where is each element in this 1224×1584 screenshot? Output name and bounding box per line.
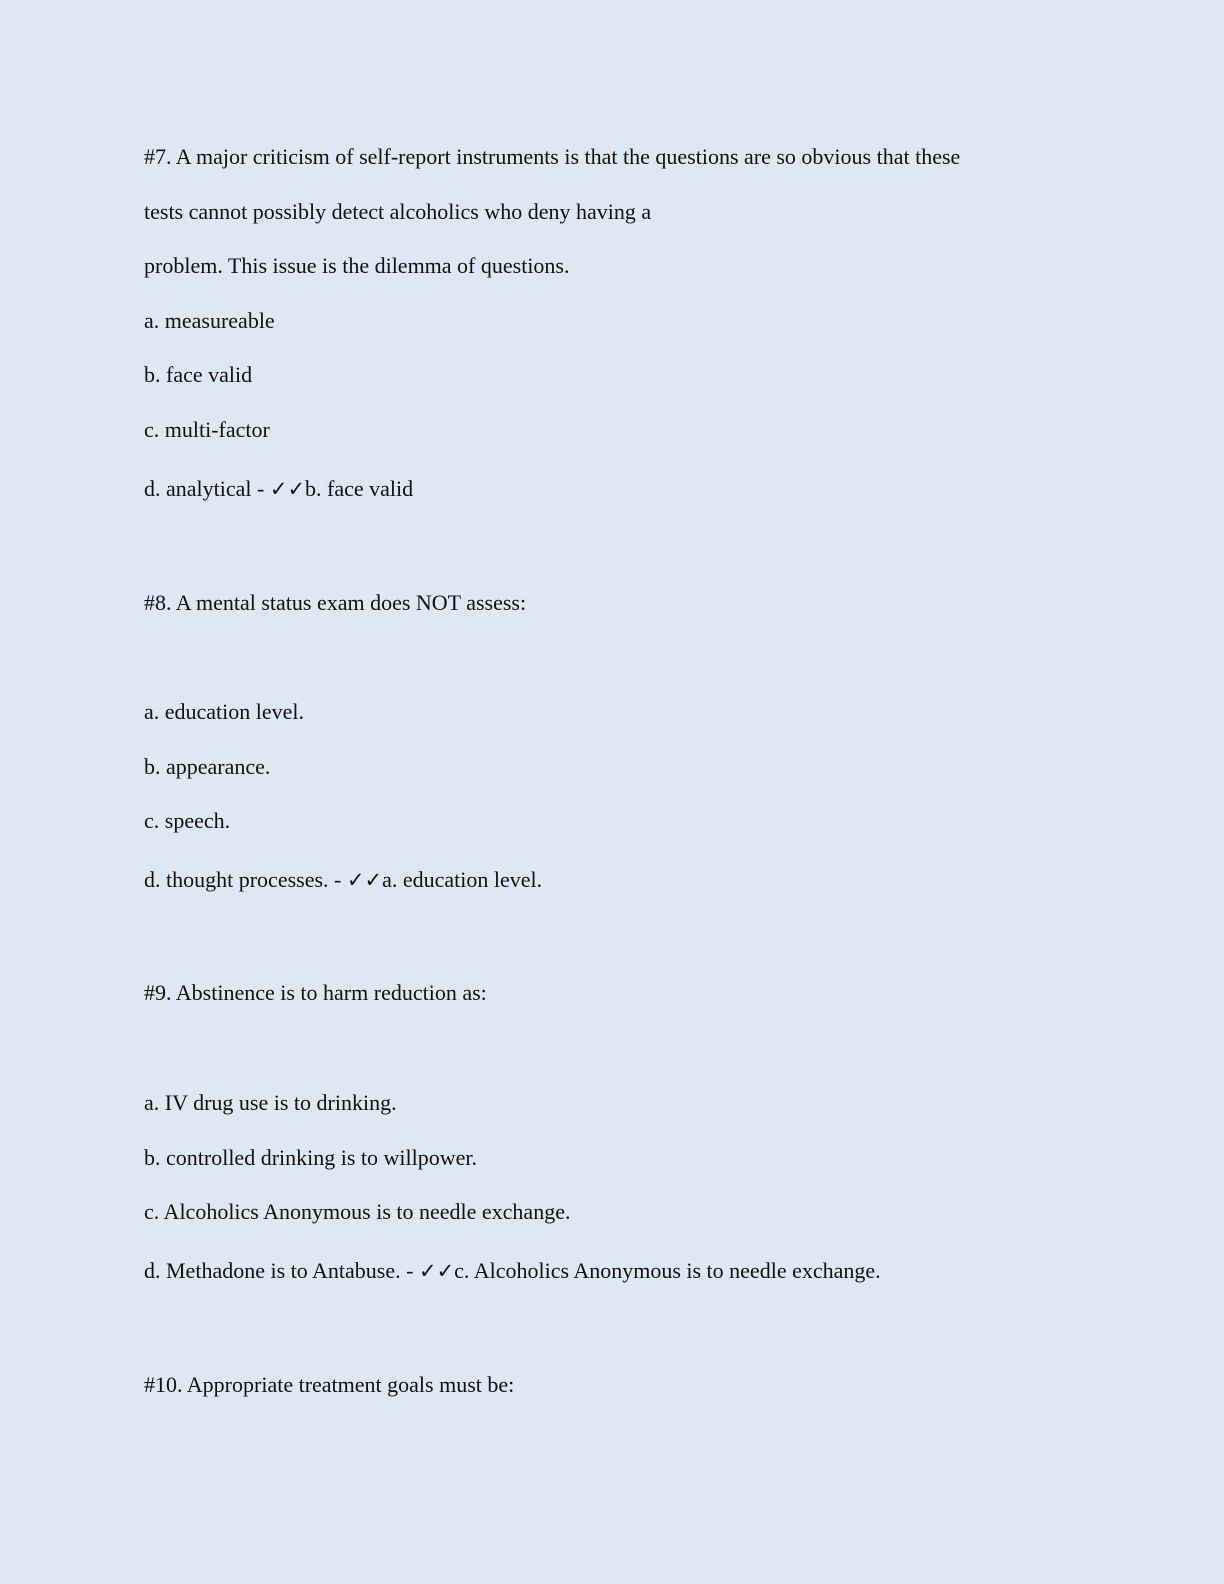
question-8-answer: a. education level. bbox=[382, 867, 543, 892]
question-9-option-c: c. Alcoholics Anonymous is to needle exchange. bbox=[144, 1199, 571, 1224]
question-7-option-a: a. measureable bbox=[144, 308, 275, 333]
question-7-answer: b. face valid bbox=[305, 476, 414, 501]
question-7-option-c: c. multi-factor bbox=[144, 417, 270, 442]
question-7-stem-line-2: tests cannot possibly detect alcoholics who deny having a bbox=[144, 199, 652, 224]
question-9-option-b: b. controlled drinking is to willpower. bbox=[144, 1145, 478, 1170]
question-7-option-d-text: d. analytical - bbox=[144, 476, 270, 501]
question-9-answer: c. Alcoholics Anonymous is to needle exchange. bbox=[454, 1258, 881, 1283]
question-8-option-c: c. speech. bbox=[144, 808, 231, 833]
question-7-stem-line-3: problem. This issue is the dilemma of questions. bbox=[144, 253, 570, 278]
question-7-option-d bbox=[144, 476, 413, 502]
question-10-stem: #10. Appropriate treatment goals must be: bbox=[144, 1372, 515, 1397]
question-9-option-d-text: d. Methadone is to Antabuse. - bbox=[144, 1258, 419, 1283]
question-8-option-d-text: d. thought processes. - bbox=[144, 867, 347, 892]
question-8-option-d bbox=[144, 867, 542, 893]
check-mark-icon: ✓✓ bbox=[346, 868, 383, 892]
question-8-option-a: a. education level. bbox=[144, 699, 305, 724]
question-7-stem-line-1: #7. A major criticism of self-report instruments is that the questions are so obvious that these bbox=[144, 144, 961, 169]
question-8-option-b: b. appearance. bbox=[144, 754, 271, 779]
question-9-stem: #9. Abstinence is to harm reduction as: bbox=[144, 980, 487, 1005]
question-9-option-d bbox=[144, 1258, 881, 1284]
check-mark-icon: ✓✓ bbox=[269, 477, 306, 501]
question-9-option-a: a. IV drug use is to drinking. bbox=[144, 1090, 397, 1115]
question-8-stem: #8. A mental status exam does NOT assess: bbox=[144, 590, 527, 615]
check-mark-icon: ✓✓ bbox=[418, 1259, 455, 1283]
question-7-option-b: b. face valid bbox=[144, 362, 253, 387]
